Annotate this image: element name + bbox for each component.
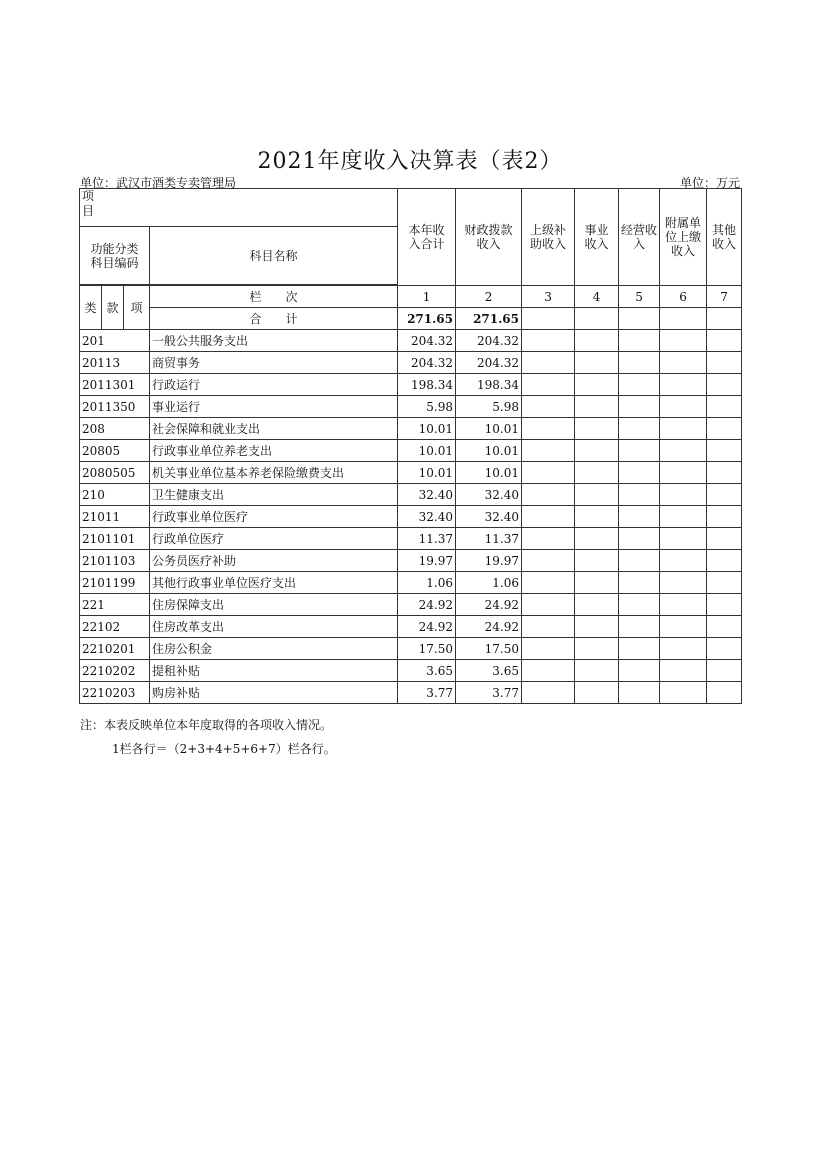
row-empty-cell: [619, 418, 660, 440]
row-subject-name: 行政单位医疗: [150, 528, 398, 550]
row-empty-cell: [619, 594, 660, 616]
row-total: 10.01: [398, 462, 456, 484]
row-code: 2210202: [80, 660, 150, 682]
row-subject-name: 其他行政事业单位医疗支出: [150, 572, 398, 594]
table-row: [80, 440, 742, 462]
row-empty-cell: [660, 330, 707, 352]
row-empty-cell: [522, 550, 575, 572]
row-code: 2210203: [80, 682, 150, 704]
row-fiscal: 3.77: [456, 682, 522, 704]
row-subject-name: 行政事业单位医疗: [150, 506, 398, 528]
row-empty-cell: [575, 528, 619, 550]
table-row: [80, 594, 742, 616]
row-empty-cell: [660, 616, 707, 638]
row-empty-cell: [660, 352, 707, 374]
lanci-num-3: 3: [522, 286, 575, 308]
row-total: 24.92: [398, 594, 456, 616]
row-code: 20113: [80, 352, 150, 374]
table-row: [80, 374, 742, 396]
row-fiscal: 3.65: [456, 660, 522, 682]
table-row: [80, 572, 742, 594]
page-title: 2021年度收入决算表（表2）: [257, 149, 563, 174]
row-empty-cell: [707, 572, 742, 594]
row-empty-cell: [522, 638, 575, 660]
lanci-label: 栏 次: [150, 286, 398, 308]
row-empty-cell: [660, 682, 707, 704]
row-fiscal: 198.34: [456, 374, 522, 396]
row-empty-cell: [707, 660, 742, 682]
row-code: 201: [80, 330, 150, 352]
row-empty-cell: [619, 506, 660, 528]
row-total: 3.65: [398, 660, 456, 682]
row-empty-cell: [660, 440, 707, 462]
row-fiscal: 10.01: [456, 462, 522, 484]
row-empty-cell: [575, 682, 619, 704]
row-code: 2101103: [80, 550, 150, 572]
row-empty-cell: [707, 396, 742, 418]
lei-header: 类: [80, 286, 102, 330]
row-empty-cell: [522, 506, 575, 528]
row-code: 221: [80, 594, 150, 616]
table-row: [80, 462, 742, 484]
lanci-num-7: 7: [707, 286, 742, 308]
row-empty-cell: [619, 638, 660, 660]
row-total: 11.37: [398, 528, 456, 550]
row-fiscal: 24.92: [456, 616, 522, 638]
row-empty-cell: [522, 440, 575, 462]
row-code: 208: [80, 418, 150, 440]
row-empty-cell: [522, 528, 575, 550]
row-empty-cell: [619, 572, 660, 594]
row-empty-cell: [707, 440, 742, 462]
row-fiscal: 10.01: [456, 418, 522, 440]
row-total: 5.98: [398, 396, 456, 418]
row-empty-cell: [522, 418, 575, 440]
table-row: [80, 484, 742, 506]
row-empty-cell: [707, 638, 742, 660]
col-header-fiscal: 财政拨款 收入: [456, 189, 522, 286]
row-empty-cell: [707, 352, 742, 374]
row-empty-cell: [660, 374, 707, 396]
row-empty-cell: [619, 484, 660, 506]
row-fiscal: 5.98: [456, 396, 522, 418]
row-empty-cell: [619, 330, 660, 352]
row-empty-cell: [522, 594, 575, 616]
row-code: 2210201: [80, 638, 150, 660]
row-fiscal: 32.40: [456, 506, 522, 528]
row-subject-name: 公务员医疗补助: [150, 550, 398, 572]
subject-name-header: 科目名称: [150, 227, 398, 285]
col-header-affiliated: 附属单 位上缴 收入: [660, 189, 707, 286]
table-row: [80, 682, 742, 704]
row-subject-name: 事业运行: [150, 396, 398, 418]
row-empty-cell: [575, 616, 619, 638]
row-subject-name: 机关事业单位基本养老保险缴费支出: [150, 462, 398, 484]
row-empty-cell: [619, 374, 660, 396]
row-empty-cell: [707, 330, 742, 352]
row-empty-cell: [660, 506, 707, 528]
row-empty-cell: [660, 462, 707, 484]
row-empty-cell: [575, 594, 619, 616]
row-empty-cell: [619, 682, 660, 704]
row-subject-name: 社会保障和就业支出: [150, 418, 398, 440]
row-total: 10.01: [398, 418, 456, 440]
table-row: [80, 506, 742, 528]
row-subject-name: 购房补贴: [150, 682, 398, 704]
lanci-num-5: 5: [619, 286, 660, 308]
row-empty-cell: [660, 660, 707, 682]
heji-fiscal: 271.65: [456, 308, 522, 330]
row-empty-cell: [660, 528, 707, 550]
row-empty-cell: [575, 462, 619, 484]
row-code: 21011: [80, 506, 150, 528]
row-code: 2080505: [80, 462, 150, 484]
row-subject-name: 行政运行: [150, 374, 398, 396]
row-empty-cell: [619, 528, 660, 550]
row-empty-cell: [660, 484, 707, 506]
row-empty-cell: [575, 418, 619, 440]
row-empty-cell: [707, 374, 742, 396]
table-row: [80, 660, 742, 682]
row-empty-cell: [575, 660, 619, 682]
table-row: [80, 550, 742, 572]
table-row: [80, 616, 742, 638]
col-header-total: 本年收 入合计: [398, 189, 456, 286]
row-empty-cell: [660, 396, 707, 418]
func-code-header: 功能分类 科目编码: [80, 227, 150, 285]
col-header-other: 其他 收入: [707, 189, 742, 286]
row-empty-cell: [575, 330, 619, 352]
row-total: 3.77: [398, 682, 456, 704]
row-empty-cell: [619, 396, 660, 418]
row-code: 2011350: [80, 396, 150, 418]
lanci-num-6: 6: [660, 286, 707, 308]
row-total: 24.92: [398, 616, 456, 638]
row-empty-cell: [522, 374, 575, 396]
row-empty-cell: [707, 616, 742, 638]
lanci-num-2: 2: [456, 286, 522, 308]
kuan-header: 款: [102, 286, 124, 330]
unit-label-organization: 单位：武汉市酒类专卖管理局: [80, 176, 237, 190]
row-fiscal: 11.37: [456, 528, 522, 550]
row-empty-cell: [707, 484, 742, 506]
row-empty-cell: [660, 550, 707, 572]
row-code: 20805: [80, 440, 150, 462]
row-empty-cell: [707, 594, 742, 616]
income-table: [79, 188, 742, 704]
footnote-1: 注：本表反映单位本年度取得的各项收入情况。: [80, 718, 333, 732]
row-code: 2101101: [80, 528, 150, 550]
xiang-header: 项: [124, 286, 150, 330]
unit-label-currency: 单位：万元: [679, 176, 740, 190]
row-empty-cell: [619, 550, 660, 572]
row-fiscal: 17.50: [456, 638, 522, 660]
row-empty-cell: [660, 572, 707, 594]
row-total: 1.06: [398, 572, 456, 594]
row-total: 32.40: [398, 484, 456, 506]
row-empty-cell: [575, 352, 619, 374]
row-empty-cell: [707, 462, 742, 484]
heji-total: 271.65: [398, 308, 456, 330]
row-fiscal: 19.97: [456, 550, 522, 572]
row-fiscal: 1.06: [456, 572, 522, 594]
row-fiscal: 204.32: [456, 352, 522, 374]
row-empty-cell: [619, 462, 660, 484]
row-empty-cell: [522, 660, 575, 682]
row-empty-cell: [660, 638, 707, 660]
col-header-business: 事业 收入: [575, 189, 619, 286]
row-empty-cell: [575, 396, 619, 418]
row-empty-cell: [707, 418, 742, 440]
row-empty-cell: [619, 616, 660, 638]
row-empty-cell: [575, 506, 619, 528]
row-empty-cell: [575, 638, 619, 660]
table-row: [80, 352, 742, 374]
row-empty-cell: [522, 462, 575, 484]
xiangmu-header: 项 目: [80, 189, 398, 227]
footnote-2: 1栏各行＝（2+3+4+5+6+7）栏各行。: [112, 742, 336, 756]
row-empty-cell: [522, 330, 575, 352]
row-total: 10.01: [398, 440, 456, 462]
row-total: 204.32: [398, 330, 456, 352]
row-empty-cell: [575, 572, 619, 594]
row-empty-cell: [575, 550, 619, 572]
row-fiscal: 24.92: [456, 594, 522, 616]
row-subject-name: 住房改革支出: [150, 616, 398, 638]
table-row: [80, 396, 742, 418]
row-total: 198.34: [398, 374, 456, 396]
row-fiscal: 10.01: [456, 440, 522, 462]
row-empty-cell: [619, 352, 660, 374]
row-empty-cell: [707, 682, 742, 704]
row-subject-name: 住房保障支出: [150, 594, 398, 616]
row-total: 17.50: [398, 638, 456, 660]
row-fiscal: 32.40: [456, 484, 522, 506]
row-empty-cell: [522, 616, 575, 638]
lanci-num-4: 4: [575, 286, 619, 308]
row-subject-name: 住房公积金: [150, 638, 398, 660]
row-subject-name: 一般公共服务支出: [150, 330, 398, 352]
row-code: 2101199: [80, 572, 150, 594]
row-code: 2011301: [80, 374, 150, 396]
lanci-num-1: 1: [398, 286, 456, 308]
row-total: 32.40: [398, 506, 456, 528]
row-subject-name: 卫生健康支出: [150, 484, 398, 506]
row-empty-cell: [707, 506, 742, 528]
row-empty-cell: [522, 682, 575, 704]
row-subject-name: 行政事业单位养老支出: [150, 440, 398, 462]
row-empty-cell: [575, 440, 619, 462]
row-empty-cell: [619, 660, 660, 682]
row-empty-cell: [660, 418, 707, 440]
row-total: 19.97: [398, 550, 456, 572]
row-subject-name: 商贸事务: [150, 352, 398, 374]
row-empty-cell: [575, 374, 619, 396]
row-code: 210: [80, 484, 150, 506]
row-code: 22102: [80, 616, 150, 638]
row-empty-cell: [522, 484, 575, 506]
table-row: [80, 638, 742, 660]
col-header-operating: 经营收 入: [619, 189, 660, 286]
row-total: 204.32: [398, 352, 456, 374]
col-header-superior: 上级补 助收入: [522, 189, 575, 286]
heji-label: 合 计: [150, 308, 398, 330]
row-empty-cell: [707, 550, 742, 572]
row-fiscal: 204.32: [456, 330, 522, 352]
row-empty-cell: [619, 440, 660, 462]
table-row: [80, 528, 742, 550]
row-subject-name: 提租补贴: [150, 660, 398, 682]
row-empty-cell: [707, 528, 742, 550]
table-row: [80, 330, 742, 352]
table-row: [80, 418, 742, 440]
row-empty-cell: [522, 396, 575, 418]
row-empty-cell: [660, 594, 707, 616]
row-empty-cell: [522, 572, 575, 594]
row-empty-cell: [575, 484, 619, 506]
row-empty-cell: [522, 352, 575, 374]
